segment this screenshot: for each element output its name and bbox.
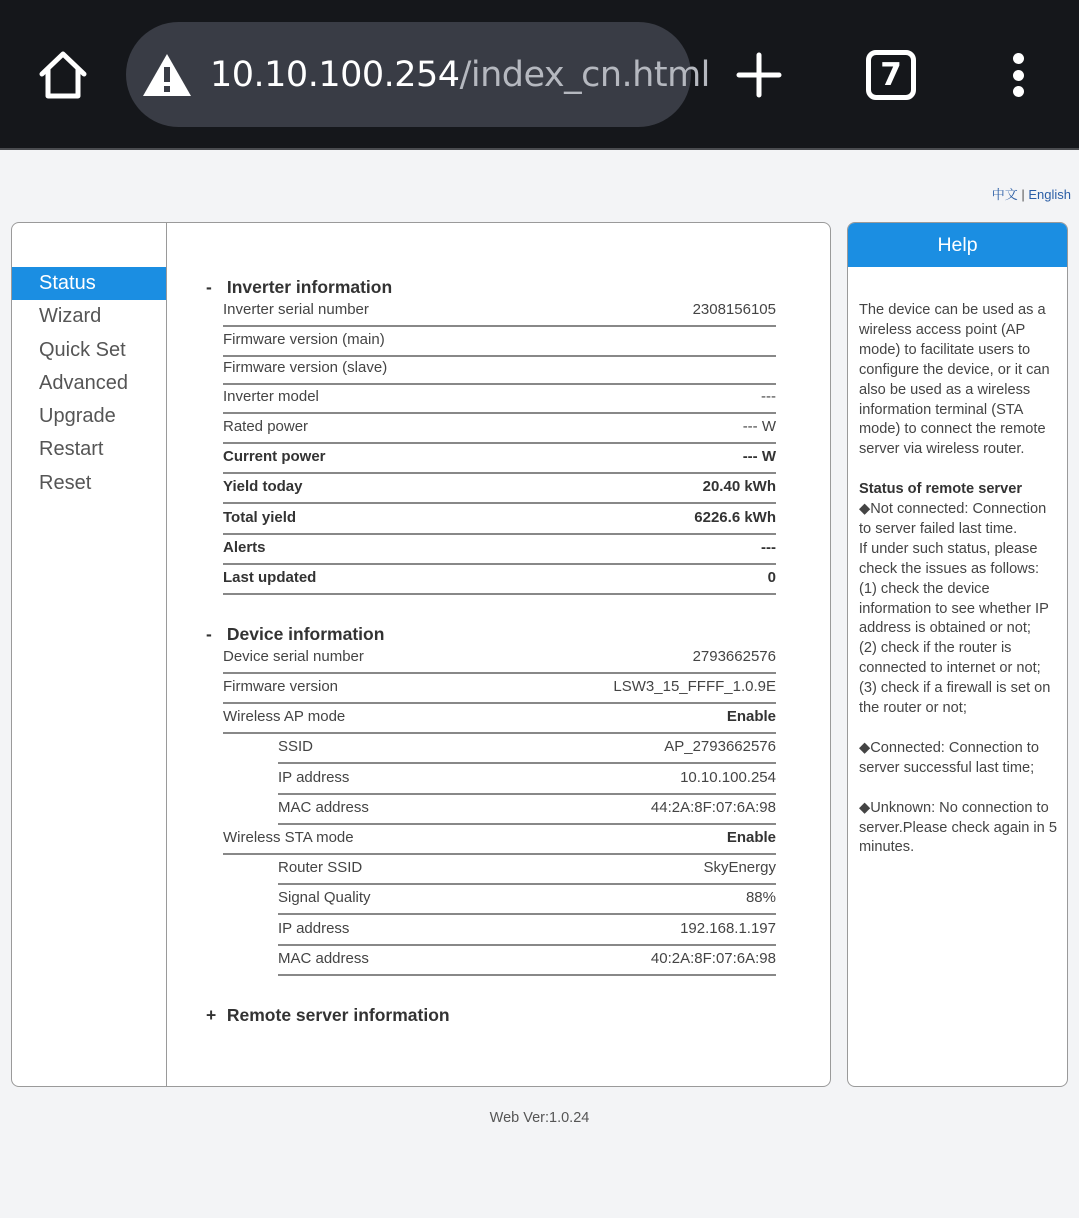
help-if-under: If under such status, please check the issues as follows: — [859, 540, 1040, 577]
help-unknown: ◆Unknown: No connection to server.Please check again in 5 minutes. — [859, 799, 1057, 856]
collapse-toggle[interactable]: - — [206, 624, 212, 644]
row-value: LSW3_15_FFFF_1.0.9E — [613, 678, 776, 696]
table-row — [278, 734, 776, 764]
row-value: SkyEnergy — [703, 859, 776, 877]
row-value: --- — [761, 388, 776, 406]
row-label: IP address — [278, 769, 350, 787]
row-label: MAC address — [278, 799, 369, 817]
row-label: Total yield — [223, 509, 297, 527]
table-row — [223, 327, 776, 357]
url-text[interactable] — [210, 55, 710, 95]
sidebar-item-upgrade[interactable]: Upgrade — [39, 405, 116, 428]
inverter-section-title: Inverter information — [226, 277, 393, 297]
row-label: Wireless STA mode — [223, 829, 354, 847]
row-label: Last updated — [223, 569, 317, 587]
sidebar — [12, 223, 167, 1086]
row-value: 192.168.1.197 — [680, 920, 776, 938]
remote-section-header[interactable] — [206, 1005, 450, 1026]
help-panel — [847, 222, 1068, 1087]
more-vert-icon[interactable] — [1000, 50, 1036, 100]
row-value: 20.40 kWh — [702, 478, 776, 496]
row-value: 2793662576 — [692, 648, 776, 666]
row-value: Enable — [726, 708, 776, 726]
collapse-toggle[interactable]: - — [206, 277, 212, 297]
table-row — [223, 565, 776, 595]
row-value: 6226.6 kWh — [694, 509, 776, 527]
row-value: Enable — [726, 829, 776, 847]
row-value: 40:2A:8F:07:6A:98 — [650, 950, 776, 968]
sidebar-item-status[interactable]: Status — [12, 267, 166, 300]
row-label: Wireless AP mode — [223, 708, 346, 726]
row-label: Firmware version — [223, 678, 339, 696]
row-value: 0 — [767, 569, 776, 587]
device-section-title: Device information — [226, 624, 385, 644]
device-section-header[interactable] — [206, 624, 384, 645]
row-label: MAC address — [278, 950, 369, 968]
help-intro: The device can be used as a wireless access point (AP mode) to facilitate users to configure the device, or it can also be used as a wireless information terminal (STA mode) to connect the remote server via wireless router. — [859, 302, 1050, 458]
table-row — [223, 674, 776, 704]
row-label: Rated power — [223, 418, 309, 436]
sidebar-item-advanced[interactable]: Advanced — [39, 371, 128, 394]
help-status-heading: Status of remote server — [859, 481, 1023, 498]
table-row — [278, 795, 776, 825]
web-version: Web Ver:1.0.24 — [489, 1110, 590, 1126]
lang-separator: | — [1021, 187, 1025, 202]
row-value: AP_2793662576 — [664, 738, 776, 756]
row-value: 10.10.100.254 — [680, 769, 776, 787]
url-host: 10.10.100.254 — [210, 54, 460, 95]
row-value: --- W — [742, 448, 776, 466]
table-row — [223, 704, 776, 734]
browser-toolbar — [0, 0, 1079, 150]
row-value: 2308156105 — [692, 301, 776, 319]
row-value: 88% — [745, 889, 776, 907]
warning-icon[interactable] — [142, 50, 192, 100]
table-row — [278, 765, 776, 795]
row-label: Signal Quality — [278, 889, 371, 907]
new-tab-button[interactable] — [734, 50, 784, 100]
table-row — [278, 855, 776, 885]
sidebar-item-reset[interactable]: Reset — [39, 471, 92, 494]
help-title: Help — [848, 223, 1067, 267]
row-label: Firmware version (slave) — [223, 359, 388, 377]
row-label: IP address — [278, 920, 350, 938]
row-value: --- W — [742, 418, 776, 436]
row-label: SSID — [278, 738, 314, 756]
row-label: Inverter model — [223, 388, 319, 406]
row-label: Alerts — [223, 539, 266, 557]
table-row — [223, 644, 776, 674]
table-row — [223, 444, 776, 474]
table-row — [223, 474, 776, 504]
language-switch — [992, 184, 1071, 203]
plus-icon — [736, 52, 782, 98]
table-row — [223, 355, 776, 385]
address-bar[interactable] — [126, 22, 710, 127]
sidebar-item-quick-set[interactable]: Quick Set — [39, 338, 126, 361]
row-label: Yield today — [223, 478, 303, 496]
remote-section-title: Remote server information — [226, 1005, 450, 1025]
sidebar-item-wizard[interactable]: Wizard — [39, 305, 102, 328]
row-label: Firmware version (main) — [223, 331, 385, 349]
row-value: --- — [761, 539, 776, 557]
help-body — [848, 267, 1067, 858]
sidebar-nav — [12, 267, 166, 500]
home-button[interactable] — [34, 46, 92, 104]
table-row — [223, 414, 776, 444]
lang-en-link[interactable]: English — [1028, 187, 1071, 202]
table-row — [223, 825, 776, 855]
table-row — [278, 916, 776, 946]
help-check-2: (2) check if the router is connected to internet or not; — [859, 640, 1041, 677]
table-row — [223, 505, 776, 535]
sidebar-item-restart[interactable]: Restart — [39, 438, 104, 461]
lang-zh-link[interactable]: 中文 — [991, 187, 1018, 202]
help-connected: ◆Connected: Connection to server successful last time; — [859, 739, 1039, 776]
expand-toggle[interactable]: + — [206, 1005, 217, 1025]
home-icon — [37, 49, 89, 101]
row-label: Device serial number — [223, 648, 364, 666]
inverter-section-header[interactable] — [206, 277, 392, 298]
row-value: 44:2A:8F:07:6A:98 — [650, 799, 776, 817]
table-row — [223, 384, 776, 414]
row-label: Current power — [223, 448, 326, 466]
table-row — [278, 946, 776, 976]
table-row — [223, 535, 776, 565]
help-not-connected: ◆Not connected: Connection to server failed last time. — [859, 501, 1047, 537]
table-row — [278, 885, 776, 915]
main-panel — [11, 222, 831, 1087]
row-label: Router SSID — [278, 859, 363, 877]
row-label: Inverter serial number — [223, 301, 369, 319]
help-check-3: (3) check if a firewall is set on the router or not; — [859, 680, 1051, 717]
url-path: /index_cn.html — [459, 54, 710, 95]
table-row — [223, 297, 776, 327]
help-check-1: (1) check the device information to see whether IP address is obtained or not; — [859, 580, 1049, 637]
tabs-icon[interactable]: 7 — [866, 50, 916, 100]
